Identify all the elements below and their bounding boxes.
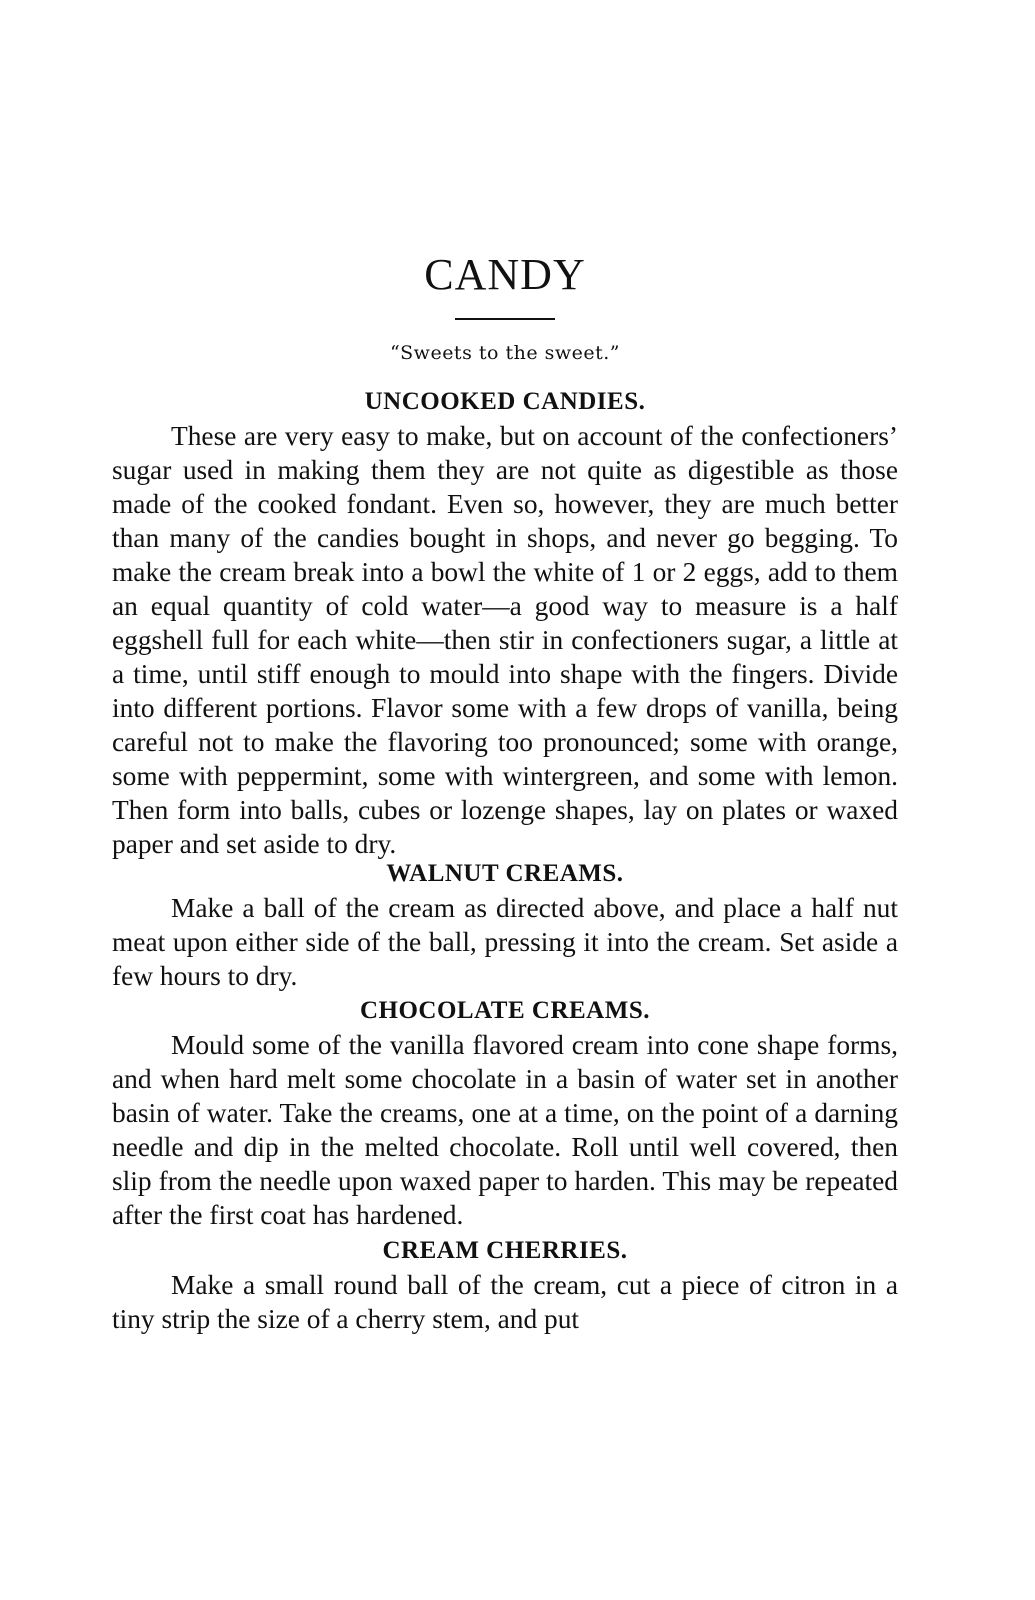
section-heading-cream-cherries: CREAM CHERRIES. [382, 1237, 628, 1264]
chapter-title: CANDY [424, 250, 586, 299]
title-rule [455, 318, 555, 320]
section-text-cream-cherries: Make a small round ball of the cream, cut a piece of citron in a tiny strip the size of a cherry stem, and put [112, 1270, 898, 1334]
section-heading-walnut-creams: WALNUT CREAMS. [386, 860, 624, 887]
section-text-walnut-creams: Make a ball of the cream as directed above, and place a half nut meat upon either side of the ball, pressing it into the cream. Set aside a few hours to dry. [112, 893, 898, 991]
page-content [112, 385, 898, 1336]
chapter-motto: “Sweets to the sweet.” [389, 342, 621, 364]
section-heading-chocolate-creams: CHOCOLATE CREAMS. [359, 997, 650, 1024]
section-text-uncooked-candies: These are very easy to make, but on account of the confectioners’ sugar used in making them they are not quite as digestible as those made of the cooked fondant. Even so, however, they are much better than many of the candies bought in shops, and never go begging. To make the cream break into a bowl the white of 1 or 2 eggs, add to them an equal quantity of cold water—a good way to measure is a half eggshell full for each white—then stir in confectioners sugar, a little at a time, until stiff enough to mould into shape with the fingers. Divide into different portions. Flavor some with a few drops of vanilla, being careful not to make the flavoring too pronounced; some with orange, some with peppermint, some with wintergreen, and some with lemon. Then form into balls, cubes or lozenge shapes, lay on plates or waxed paper and set aside to dry. [112, 421, 898, 859]
section-heading-uncooked-candies: UNCOOKED CANDIES. [364, 388, 646, 415]
section-text-chocolate-creams: Mould some of the vanilla flavored cream into cone shape forms, and when hard melt some chocolate in a basin of water set in another basin of water. Take the creams, one at a time, on the point of a darning needle and dip in the melted chocolate. Roll until well covered, then slip from the needle upon waxed paper to harden. This may be repeated after the first coat has hardened. [112, 1030, 898, 1230]
